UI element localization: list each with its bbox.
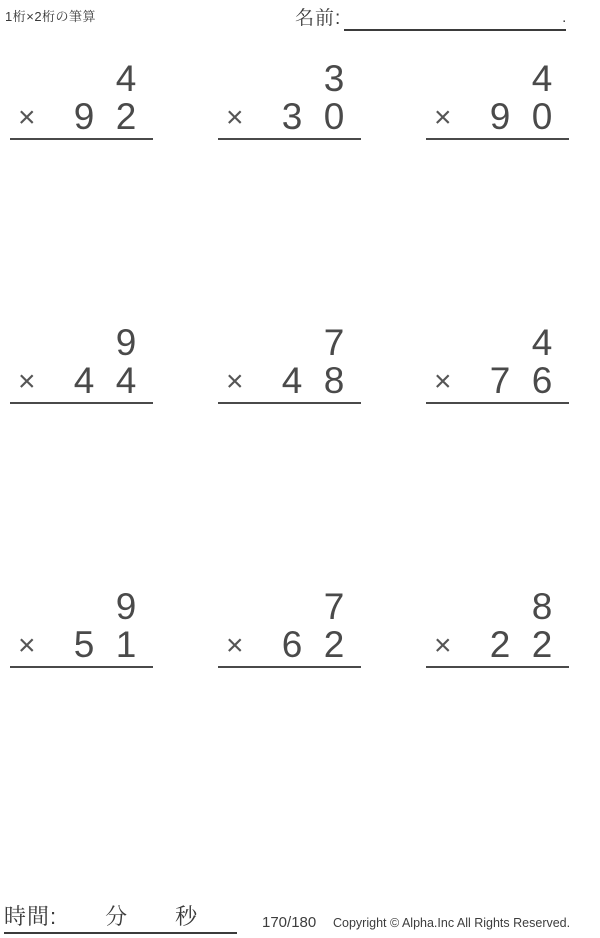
problem-9 xyxy=(426,588,569,668)
multiply-icon: × xyxy=(18,101,36,134)
page-indicator: 170/180 xyxy=(262,914,317,931)
problem-6 xyxy=(426,324,569,404)
multiply-icon: × xyxy=(434,365,452,398)
multiplicand-digit: 4 xyxy=(115,58,137,99)
multiplier-ones-digit: 4 xyxy=(115,360,137,401)
problems-grid xyxy=(10,60,569,668)
multiplier-tens-digit: 2 xyxy=(489,624,511,665)
multiply-icon: × xyxy=(434,101,452,134)
multiply-icon: × xyxy=(434,629,452,662)
multiply-icon: × xyxy=(226,101,244,134)
multiply-icon: × xyxy=(18,629,36,662)
multiplier-ones-digit: 8 xyxy=(323,360,345,401)
multiplier-ones-digit: 0 xyxy=(531,96,553,137)
multiplier-tens-digit: 4 xyxy=(73,360,95,401)
seconds-label: 秒 xyxy=(175,904,198,929)
multiplier-ones-digit: 2 xyxy=(531,624,553,665)
time-label: 時間: xyxy=(4,904,58,929)
problem-5 xyxy=(218,324,361,404)
problem-4 xyxy=(10,324,153,404)
page-title: 1桁×2桁の筆算 xyxy=(5,9,97,24)
multiplicand-digit: 4 xyxy=(531,322,553,363)
multiplier-ones-digit: 6 xyxy=(531,360,553,401)
multiplier-tens-digit: 5 xyxy=(73,624,95,665)
problem-8 xyxy=(218,588,361,668)
copyright-text: Copyright © Alpha.Inc All Rights Reserved. xyxy=(333,916,571,930)
multiplier-tens-digit: 9 xyxy=(489,96,511,137)
multiply-icon: × xyxy=(18,365,36,398)
multiplier-tens-digit: 6 xyxy=(281,624,303,665)
multiplier-ones-digit: 0 xyxy=(323,96,345,137)
multiplicand-digit: 7 xyxy=(323,586,345,627)
name-field xyxy=(295,6,566,31)
multiplier-tens-digit: 4 xyxy=(281,360,303,401)
multiplier-ones-digit: 2 xyxy=(115,96,137,137)
multiplicand-digit: 7 xyxy=(323,322,345,363)
name-label: 名前: xyxy=(295,8,342,29)
multiplier-tens-digit: 3 xyxy=(281,96,303,137)
minutes-label: 分 xyxy=(105,904,128,929)
multiply-icon: × xyxy=(226,629,244,662)
multiplicand-digit: 4 xyxy=(531,58,553,99)
multiplicand-digit: 9 xyxy=(115,586,137,627)
problem-1 xyxy=(10,60,153,140)
multiplicand-digit: 3 xyxy=(323,58,345,99)
multiplier-tens-digit: 7 xyxy=(489,360,511,401)
multiplier-ones-digit: 2 xyxy=(323,624,345,665)
multiply-icon: × xyxy=(226,365,244,398)
problem-2 xyxy=(218,60,361,140)
problem-7 xyxy=(10,588,153,668)
name-input-line: . xyxy=(344,6,566,31)
problem-3 xyxy=(426,60,569,140)
time-field xyxy=(4,903,237,934)
multiplier-tens-digit: 9 xyxy=(73,96,95,137)
multiplicand-digit: 8 xyxy=(531,586,553,627)
multiplier-ones-digit: 1 xyxy=(115,624,137,665)
multiplicand-digit: 9 xyxy=(115,322,137,363)
